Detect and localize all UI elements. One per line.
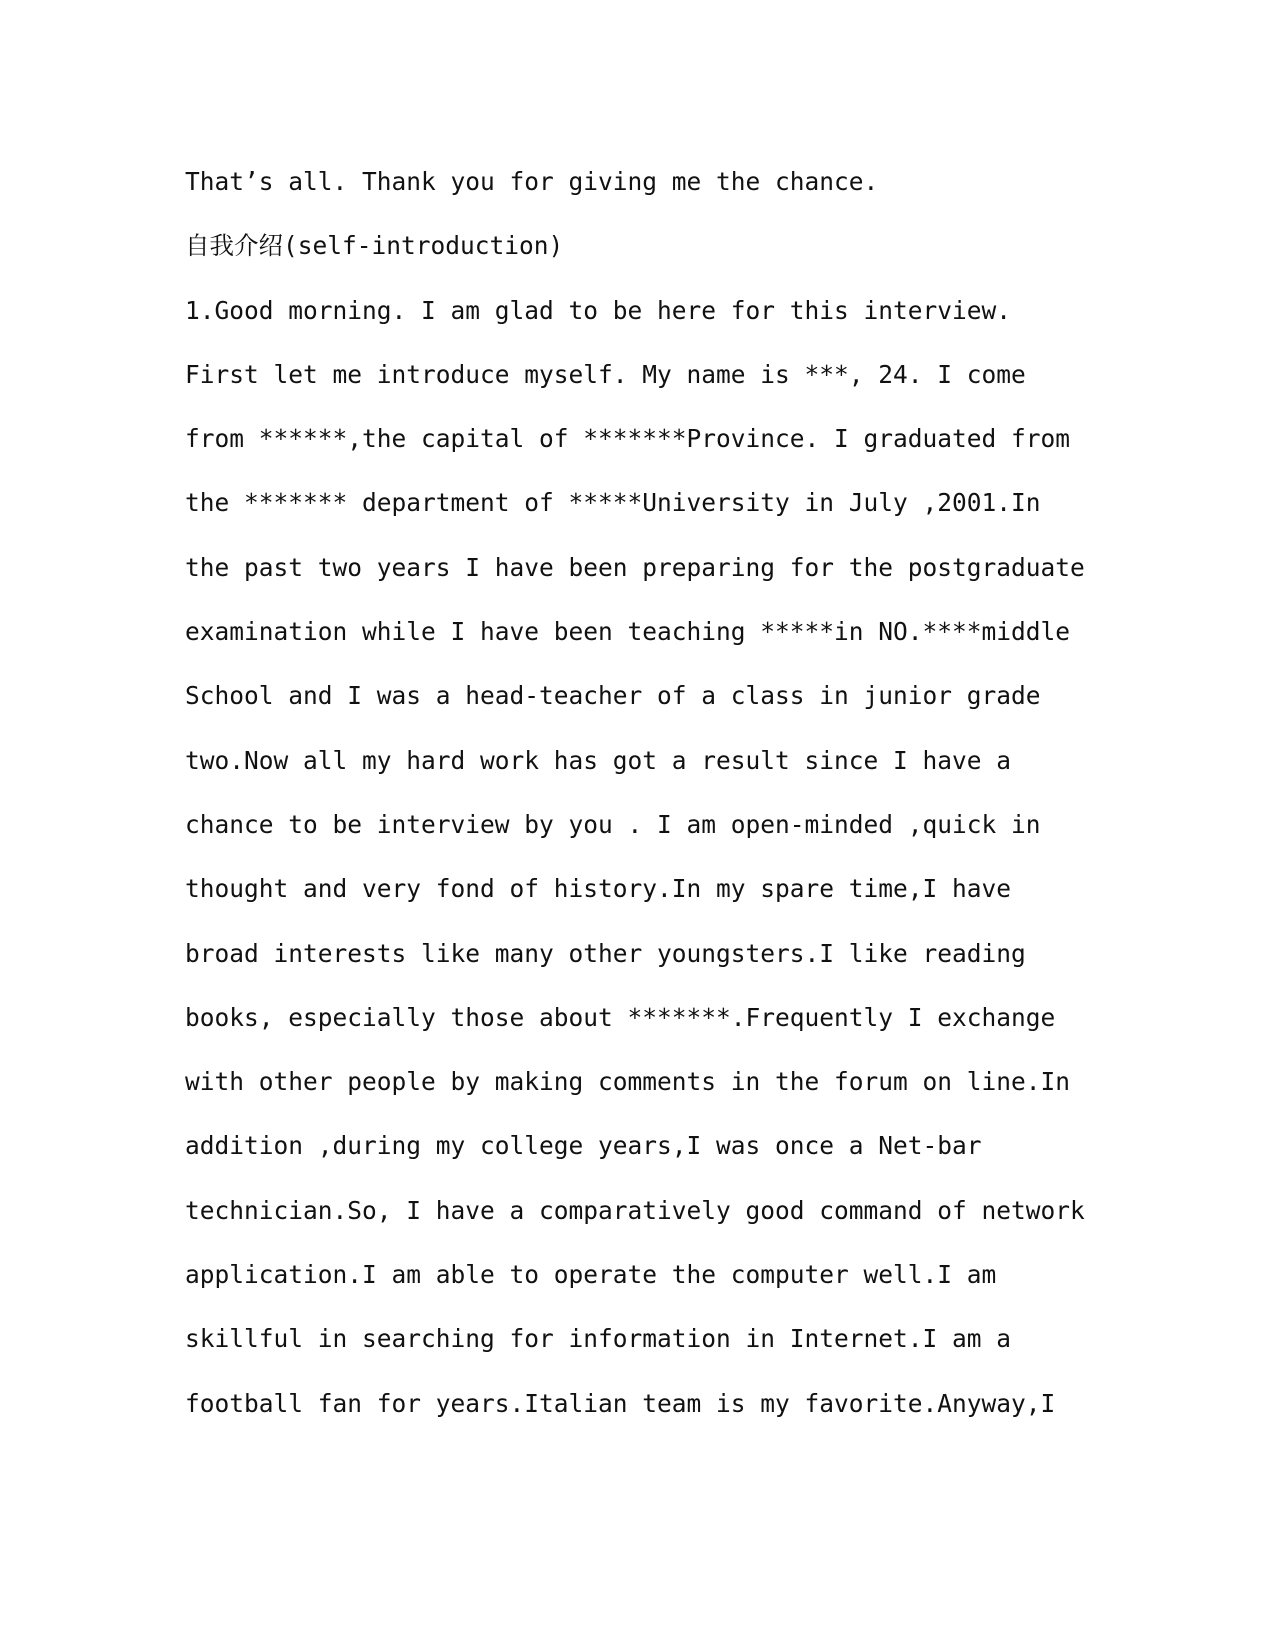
text-line: chance to be interview by you . I am open-minded ,quick in (185, 809, 1041, 839)
text-line: the past two years I have been preparing for the postgraduate (185, 552, 1085, 582)
text-line: thought and very fond of history.In my spare time,I have (185, 874, 1012, 904)
text-line: broad interests like many other youngsters.I like reading (185, 938, 1026, 968)
text-line: the ******* department of *****University in July ,2001.In (185, 488, 1041, 518)
text-line-closing: That’s all. Thank you for giving me the chance. (185, 167, 879, 196)
text-line: examination while I have been teaching *****in NO.****middle (185, 617, 1071, 647)
body-text (185, 165, 1105, 1451)
text-line: from ******,the capital of *******Province. I graduated from (185, 424, 1071, 454)
text-line: application.I am able to operate the computer well.I am (185, 1260, 997, 1290)
text-line: two.Now all my hard work has got a result since I have a (185, 745, 1012, 775)
text-line: 1.Good morning. I am glad to be here for this interview. (185, 295, 1012, 325)
text-line: skillful in searching for information in Internet.I am a (185, 1324, 1012, 1354)
text-line: First let me introduce myself. My name is ***, 24. I come (185, 359, 1026, 389)
text-line: technician.So, I have a comparatively good command of network (185, 1195, 1085, 1225)
text-line: with other people by making comments in the forum on line.In (185, 1067, 1071, 1097)
text-line: football fan for years.Italian team is my favorite.Anyway,I (185, 1388, 1056, 1418)
section-heading: 自我介绍(self-introduction) (185, 231, 564, 261)
text-line: books, especially those about *******.Frequently I exchange (185, 1002, 1056, 1032)
text-line: School and I was a head-teacher of a class in junior grade (185, 681, 1041, 711)
text-line: addition ,during my college years,I was once a Net-bar (185, 1131, 982, 1161)
